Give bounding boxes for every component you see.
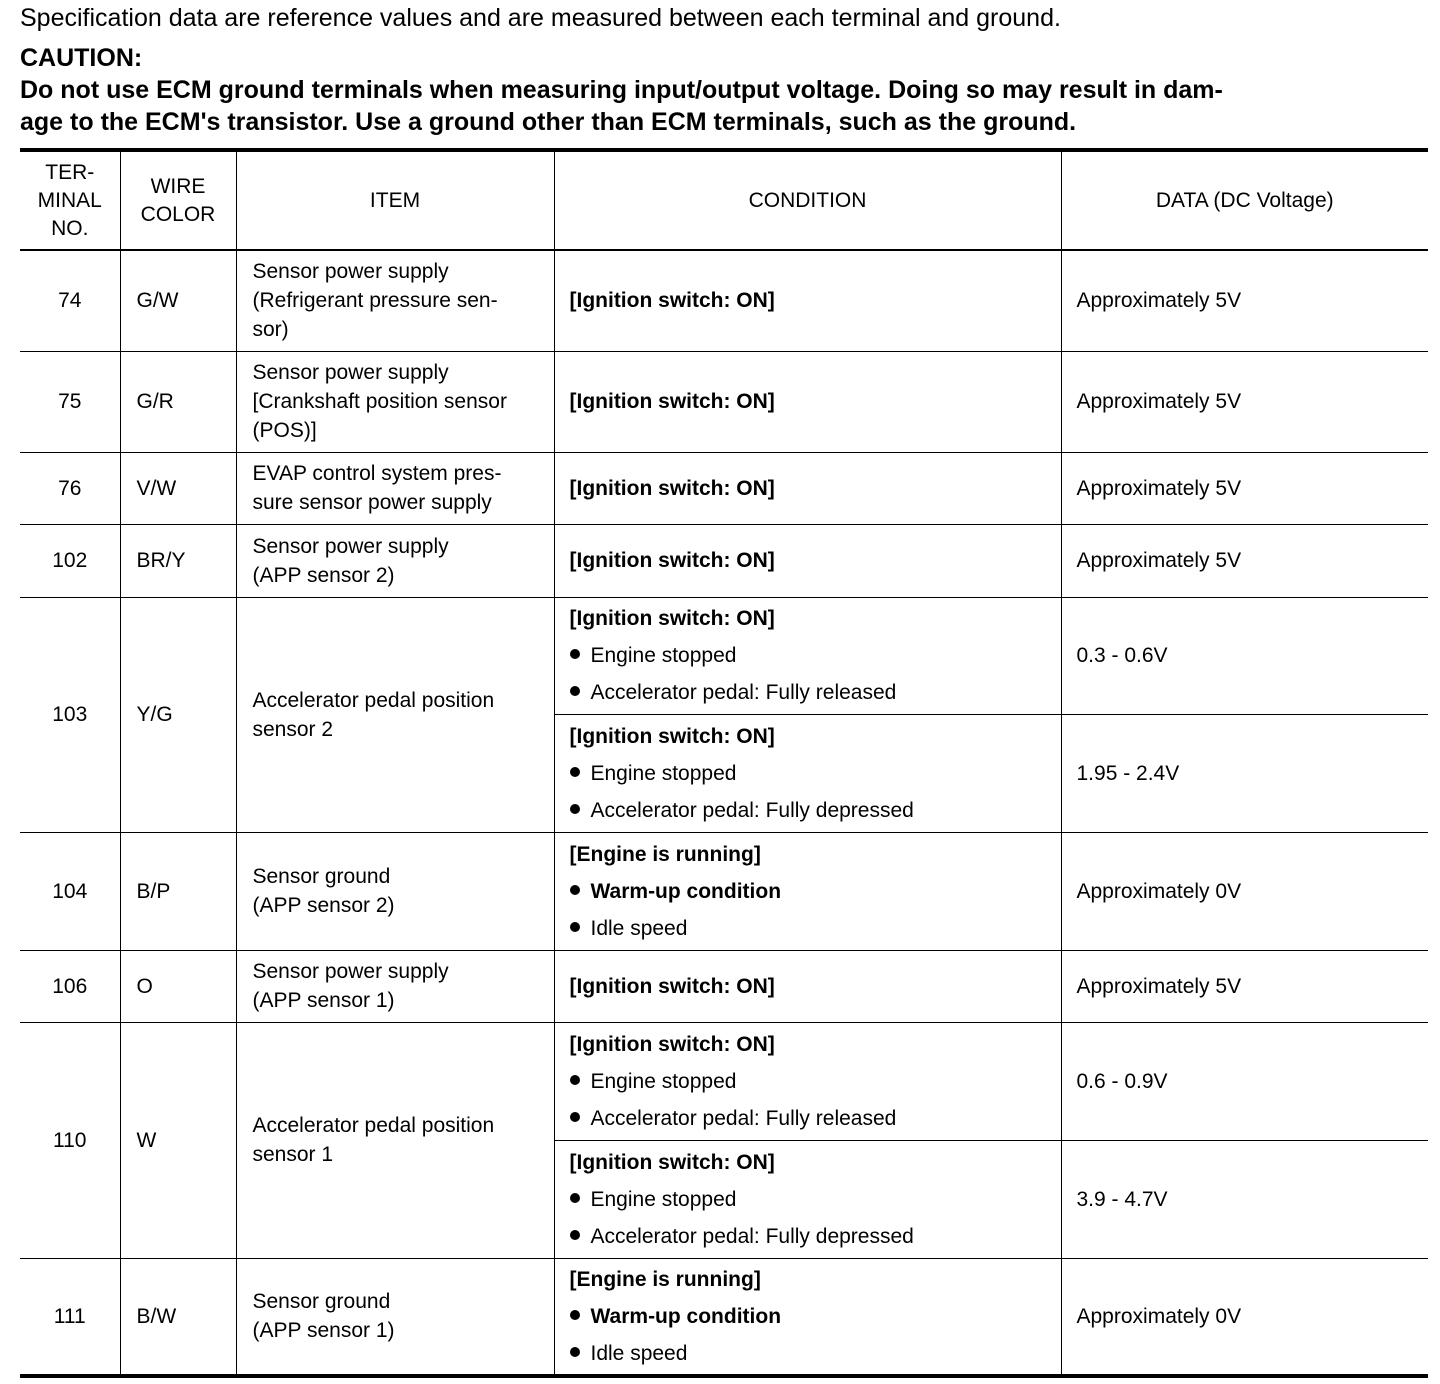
condition-bullet <box>570 1218 1061 1255</box>
wire-color-cell: V/W <box>120 452 236 524</box>
terminal-no-cell: 106 <box>20 950 120 1022</box>
item-line: Sensor power supply <box>252 960 449 983</box>
bullet-text: Accelerator pedal: Fully depressed <box>590 798 914 822</box>
condition-bullet <box>570 674 1061 711</box>
item-line: Sensor power supply <box>252 534 449 558</box>
item-line: (APP sensor 2) <box>252 894 395 917</box>
condition-heading: [Ignition switch: ON] <box>569 1032 775 1056</box>
bullet-text: Accelerator pedal: Fully depressed <box>590 1224 914 1248</box>
condition-bullet <box>570 792 1061 829</box>
wire-color-cell: G/W <box>120 250 236 351</box>
caution-line: Do not use ECM ground terminals when measuring input/output voltage. Doing so may result in dam- <box>20 76 1223 104</box>
wire-color-cell: BR/Y <box>120 524 236 597</box>
item-line: sure sensor power supply <box>252 491 492 514</box>
condition-heading: [Engine is running] <box>569 1267 761 1291</box>
condition-heading: [Ignition switch: ON] <box>569 974 775 998</box>
header-data: DATA (DC Voltage) <box>1061 150 1428 250</box>
data-cell: 3.9 - 4.7V <box>1061 1140 1428 1258</box>
header-line: MINAL <box>37 188 102 212</box>
bullet-text: Engine stopped <box>590 1187 737 1211</box>
item-cell <box>236 524 554 597</box>
table-row <box>20 452 1428 524</box>
condition-bullet <box>570 1063 1061 1100</box>
bullet-text: Idle speed <box>590 1341 688 1365</box>
bullet-dot-icon <box>570 767 580 777</box>
condition-heading: [Ignition switch: ON] <box>569 390 775 413</box>
condition-bullet <box>570 1298 1061 1335</box>
item-cell <box>236 1022 554 1258</box>
bullet-text: Engine stopped <box>590 644 737 667</box>
table-header-row <box>20 150 1428 250</box>
intro-text: Specification data are reference values and are measured between each terminal and ground. <box>20 4 1061 32</box>
item-cell <box>236 597 554 832</box>
condition-heading: [Ignition switch: ON] <box>569 549 775 572</box>
table-row <box>20 250 1428 351</box>
condition-bullet <box>570 1335 1061 1372</box>
item-line: (Refrigerant pressure sen- <box>252 289 498 313</box>
condition-bullet <box>570 637 1061 674</box>
condition-cell <box>554 1258 1061 1376</box>
bullet-text: Engine stopped <box>590 761 737 785</box>
condition-cell <box>554 1140 1061 1258</box>
item-line: sor) <box>252 318 289 342</box>
caution-line: age to the ECM's transistor. Use a ground other than ECM terminals, such as the ground. <box>20 108 1077 136</box>
terminal-no-cell: 102 <box>20 524 120 597</box>
data-cell: Approximately 0V <box>1061 832 1428 950</box>
table-row <box>20 351 1428 452</box>
item-line: (POS)] <box>252 419 317 442</box>
item-line: Sensor power supply <box>252 361 449 384</box>
header-terminal-no <box>20 150 120 250</box>
data-cell: 0.6 - 0.9V <box>1061 1022 1428 1140</box>
bullet-text: Accelerator pedal: Fully released <box>590 1106 897 1130</box>
table-row <box>20 832 1428 950</box>
terminal-no-cell: 110 <box>20 1022 120 1258</box>
wire-color-cell: W <box>120 1022 236 1258</box>
bullet-text: Warm-up condition <box>590 879 782 903</box>
condition-heading: [Ignition switch: ON] <box>569 607 775 630</box>
item-line: (APP sensor 1) <box>252 989 395 1012</box>
data-cell: Approximately 5V <box>1061 250 1428 351</box>
item-cell <box>236 351 554 452</box>
condition-bullet <box>570 910 1061 947</box>
wire-color-cell: B/P <box>120 832 236 950</box>
bullet-dot-icon <box>570 804 580 814</box>
table-row <box>20 1022 1428 1140</box>
data-cell: 1.95 - 2.4V <box>1061 714 1428 832</box>
table-row <box>20 950 1428 1022</box>
item-line: (APP sensor 2) <box>252 563 395 587</box>
bullet-dot-icon <box>570 922 580 932</box>
terminal-no-cell: 103 <box>20 597 120 832</box>
caution-title: CAUTION: <box>20 44 143 72</box>
condition-cell <box>554 832 1061 950</box>
bullet-dot-icon <box>570 1112 580 1122</box>
condition-cell <box>554 351 1061 452</box>
wire-color-cell: G/R <box>120 351 236 452</box>
data-cell: Approximately 0V <box>1061 1258 1428 1376</box>
bullet-dot-icon <box>570 1230 580 1240</box>
caution-text <box>20 74 1430 138</box>
item-cell <box>236 1258 554 1376</box>
bullet-dot-icon <box>570 1310 580 1320</box>
item-line: EVAP control system pres- <box>252 462 502 485</box>
item-line: sensor 1 <box>252 1143 334 1166</box>
item-line: [Crankshaft position sensor <box>252 390 507 413</box>
terminal-no-cell: 75 <box>20 351 120 452</box>
item-cell <box>236 950 554 1022</box>
data-cell: Approximately 5V <box>1061 351 1428 452</box>
bullet-dot-icon <box>570 885 580 895</box>
terminal-no-cell: 104 <box>20 832 120 950</box>
table-row <box>20 1258 1428 1376</box>
item-line: (APP sensor 1) <box>252 1319 395 1343</box>
header-condition: CONDITION <box>554 150 1061 250</box>
condition-bullet <box>570 873 1061 910</box>
header-line: TER- <box>45 160 95 184</box>
condition-cell <box>554 1022 1061 1140</box>
condition-cell <box>554 250 1061 351</box>
terminal-no-cell: 111 <box>20 1258 120 1376</box>
data-cell: Approximately 5V <box>1061 950 1428 1022</box>
table-row <box>20 524 1428 597</box>
condition-bullet <box>570 1100 1061 1137</box>
terminal-no-cell: 74 <box>20 250 120 351</box>
condition-cell <box>554 452 1061 524</box>
data-cell: Approximately 5V <box>1061 452 1428 524</box>
header-line: WIRE <box>150 174 206 198</box>
item-line: Sensor ground <box>252 865 391 888</box>
condition-cell <box>554 597 1061 714</box>
bullet-dot-icon <box>570 1193 580 1203</box>
condition-heading: [Engine is running] <box>569 842 761 866</box>
table-row <box>20 597 1428 714</box>
condition-heading: [Ignition switch: ON] <box>569 476 775 500</box>
condition-bullet <box>570 1181 1061 1218</box>
condition-bullet <box>570 755 1061 792</box>
condition-heading: [Ignition switch: ON] <box>569 289 775 313</box>
item-line: sensor 2 <box>252 717 334 741</box>
bullet-text: Idle speed <box>590 916 688 940</box>
condition-cell <box>554 714 1061 832</box>
condition-cell <box>554 524 1061 597</box>
condition-heading: [Ignition switch: ON] <box>569 724 775 748</box>
wire-color-cell: Y/G <box>120 597 236 832</box>
data-cell: 0.3 - 0.6V <box>1061 597 1428 714</box>
item-cell <box>236 250 554 351</box>
data-cell: Approximately 5V <box>1061 524 1428 597</box>
item-cell <box>236 832 554 950</box>
header-item: ITEM <box>236 150 554 250</box>
wire-color-cell: O <box>120 950 236 1022</box>
item-cell <box>236 452 554 524</box>
bullet-dot-icon <box>570 649 580 659</box>
terminal-spec-table <box>20 148 1428 1378</box>
terminal-no-cell: 76 <box>20 452 120 524</box>
bullet-text: Engine stopped <box>590 1069 737 1093</box>
bullet-text: Accelerator pedal: Fully released <box>590 681 897 704</box>
condition-cell <box>554 950 1061 1022</box>
header-wire-color <box>120 150 236 250</box>
header-line: NO. <box>51 216 89 240</box>
item-line: Sensor power supply <box>252 260 449 284</box>
item-line: Sensor ground <box>252 1290 391 1314</box>
bullet-dot-icon <box>570 1075 580 1085</box>
bullet-text: Warm-up condition <box>590 1304 782 1328</box>
wire-color-cell: B/W <box>120 1258 236 1376</box>
bullet-dot-icon <box>570 686 580 696</box>
item-line: Accelerator pedal position <box>252 1114 495 1137</box>
condition-heading: [Ignition switch: ON] <box>569 1150 775 1174</box>
item-line: Accelerator pedal position <box>252 688 495 712</box>
header-line: COLOR <box>140 202 216 226</box>
bullet-dot-icon <box>570 1347 580 1357</box>
